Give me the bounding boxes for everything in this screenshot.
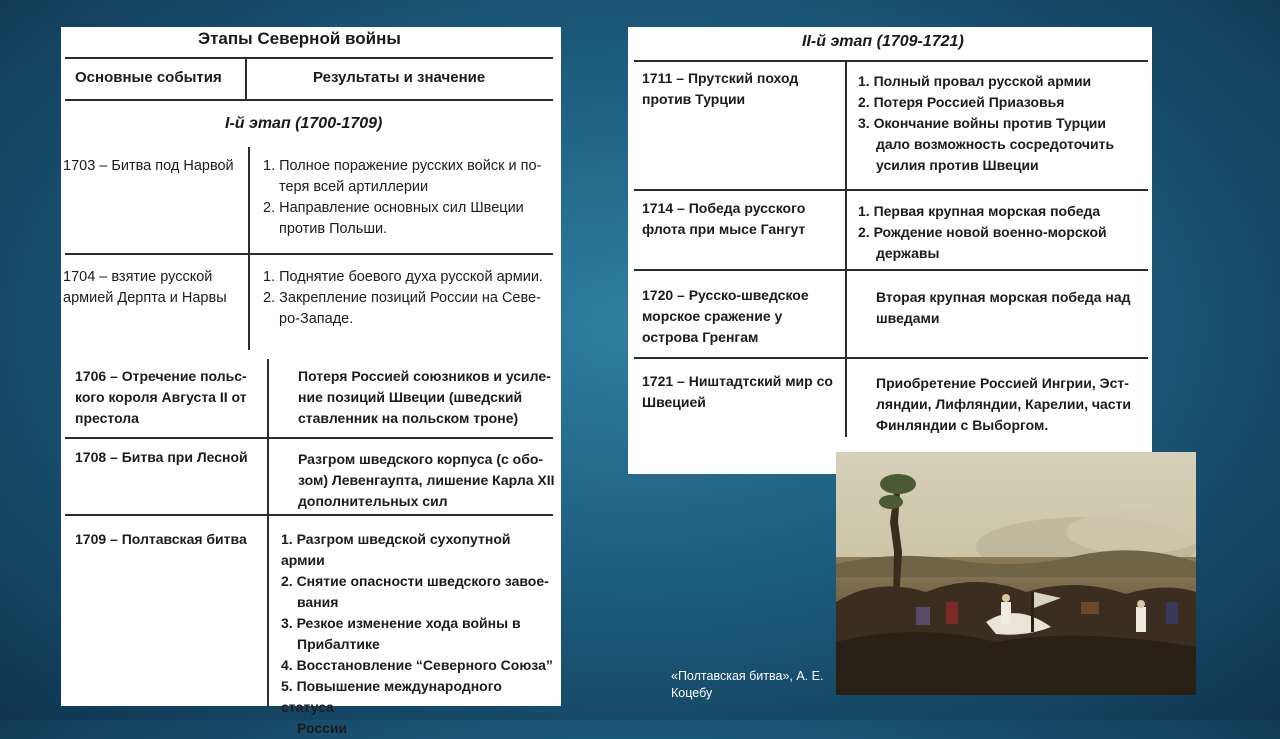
divider: [248, 254, 250, 350]
event-1706: 1706 – Отречение польс-кого короля Августа II от престола: [75, 368, 247, 426]
result-line: 3. Резкое изменение хода войны в: [281, 615, 521, 631]
divider: [267, 359, 269, 706]
result-line: теря всей артиллерии: [279, 179, 429, 195]
divider: [65, 99, 553, 101]
stage-1-heading: I-й этап (1700-1709): [225, 115, 383, 132]
result-line: 1. Разгром шведской сухопутной армии: [281, 531, 511, 568]
result-line: дало возможность сосредоточить: [876, 136, 1115, 152]
painting-caption: «Полтавская битва», А. Е. Коцебу: [671, 669, 824, 700]
result-line: шведами: [876, 310, 940, 326]
divider: [634, 269, 1148, 271]
divider: [65, 253, 553, 255]
divider: [634, 60, 1148, 62]
result-line: 3. Окончание войны против Турции: [858, 115, 1106, 131]
results-1704: [263, 267, 555, 330]
result-line: против Польши.: [279, 221, 388, 237]
result-line: Финляндии с Выборгом.: [876, 417, 1049, 433]
results-1709: [281, 529, 557, 739]
divider: [248, 147, 250, 254]
result-line: 5. Повышение международного статуса: [281, 678, 502, 715]
divider: [65, 57, 553, 59]
results-1706: [298, 366, 556, 429]
event-1711: 1711 – Прутский поход против Турции: [642, 70, 799, 107]
result-line: России: [297, 720, 348, 736]
result-line: 1. Первая крупная морская победа: [858, 203, 1101, 219]
result-line: Разгром шведского корпуса (с обо-: [298, 451, 544, 467]
result-line: ро-Западе.: [279, 311, 354, 327]
divider: [65, 514, 553, 516]
poltava-battle-painting: [836, 452, 1196, 695]
result-line: дополнительных сил: [298, 493, 448, 509]
result-line: 2. Закрепление позиций России на Севе-: [263, 290, 541, 306]
event-1720: 1720 – Русско-шведское морское сражение у острова Гренгам: [642, 287, 809, 345]
results-1720: [876, 287, 1148, 329]
stage-2-table-card: [628, 27, 1152, 474]
event-1708: 1708 – Битва при Лесной: [75, 449, 248, 465]
result-line: ние позиций Швеции (шведский: [298, 389, 523, 405]
event-1721: 1721 – Ништадтский мир со Швецией: [642, 373, 833, 410]
result-line: 1. Полное поражение русских войск и по-: [263, 158, 542, 174]
result-line: зом) Левенгаупта, лишение Карла XII: [298, 472, 555, 488]
result-line: 1. Полный провал русской армии: [858, 73, 1092, 89]
divider: [634, 357, 1148, 359]
divider: [65, 437, 553, 439]
divider: [845, 61, 847, 437]
result-line: Вторая крупная морская победа над: [876, 289, 1131, 305]
result-line: вания: [297, 594, 339, 610]
column-header-events: Основные события: [75, 69, 222, 86]
result-line: Приобретение Россией Ингрии, Эст-: [876, 375, 1129, 391]
result-line: усилия против Швеции: [876, 157, 1039, 173]
result-line: 4. Восстановление “Северного Союза”: [281, 657, 553, 673]
result-line: 2. Рождение новой военно-морской: [858, 224, 1107, 240]
table-title: Этапы Северной войны: [198, 29, 401, 48]
result-line: ставленник на польском троне): [298, 410, 519, 426]
stages-table-card: [61, 27, 561, 736]
result-line: 1. Поднятие боевого духа русской армии.: [263, 269, 543, 285]
divider: [634, 189, 1148, 191]
results-1711: [858, 71, 1148, 176]
result-line: 2. Направление основных сил Швеции: [263, 200, 524, 216]
results-1721: [876, 373, 1148, 436]
result-line: державы: [876, 245, 940, 261]
result-line: 2. Потеря Россией Приазовья: [858, 94, 1065, 110]
stage-2-heading: II-й этап (1709-1721): [802, 33, 964, 50]
result-line: Потеря Россией союзников и усиле-: [298, 368, 551, 384]
event-1703: 1703 – Битва под Нарвой: [63, 158, 234, 174]
column-header-results: Результаты и значение: [313, 69, 486, 86]
results-1703: [263, 156, 553, 240]
event-1704: 1704 – взятие русской армией Дерпта и Нарвы: [63, 269, 227, 306]
result-line: 2. Снятие опасности шведского завое-: [281, 573, 549, 589]
event-1709: 1709 – Полтавская битва: [75, 531, 247, 547]
results-1708: [298, 449, 556, 512]
result-line: Прибалтике: [297, 636, 380, 652]
divider: [245, 57, 247, 100]
event-1714: 1714 – Победа русского флота при мысе Гангут: [642, 200, 806, 237]
results-1714: [858, 201, 1148, 264]
result-line: ляндии, Лифляндии, Карелии, части: [876, 396, 1132, 412]
